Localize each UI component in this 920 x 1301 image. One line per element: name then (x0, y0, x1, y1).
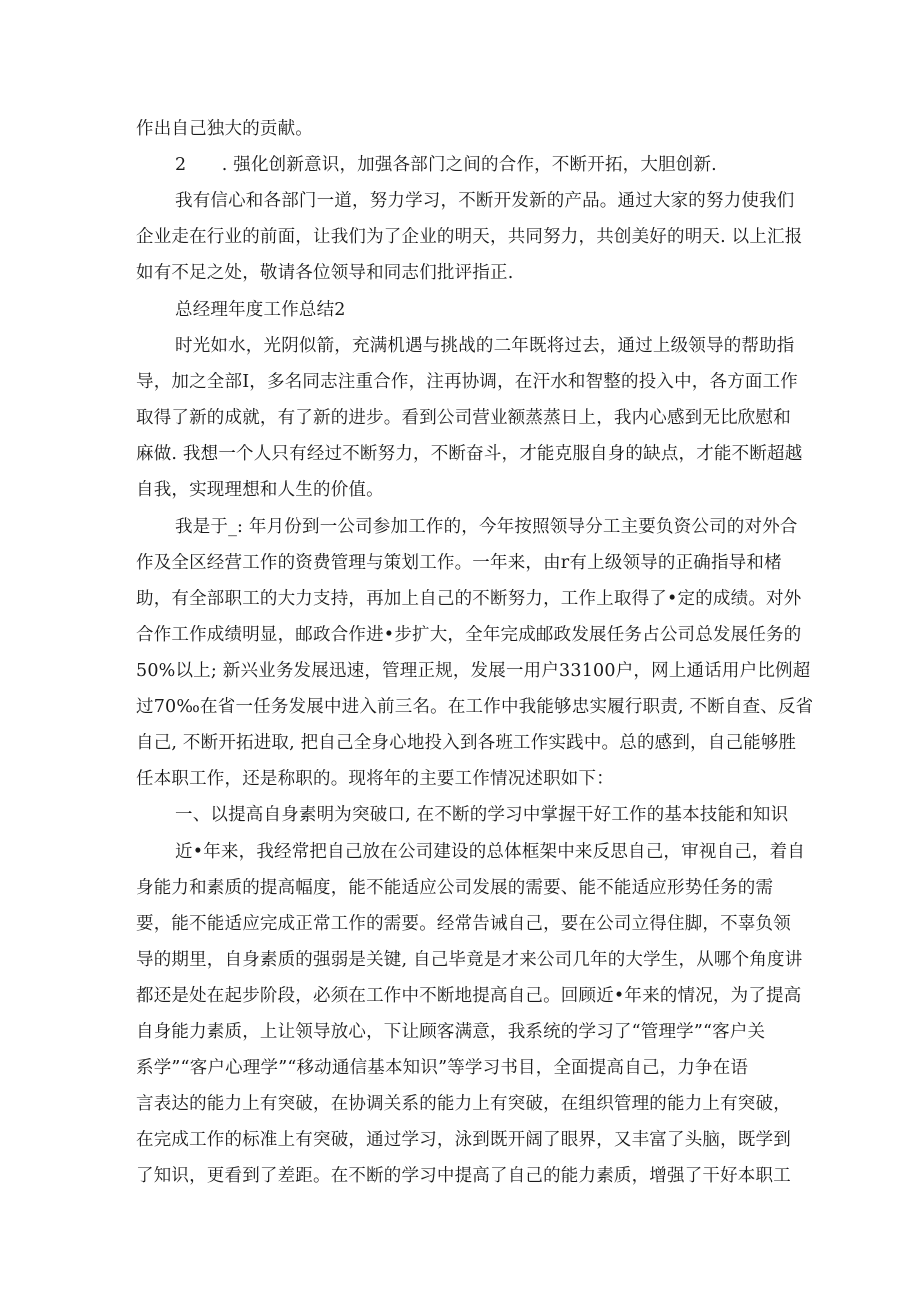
paragraph-line: 身能力和素质的提高幅度，能不能适应公司发展的需要、能不能适应形势任务的需 (136, 878, 774, 898)
paragraph-line: 导的期里，自身素质的强弱是关键, 自己毕竟是才来公司几年的大学生，从哪个角度讲 (136, 950, 803, 970)
paragraph-line: 过70‰在省一任务发展中进入前三名。在工作中我能够忠实履行职责, 不断自查、反省 (136, 697, 814, 717)
paragraph-line: 作及全区经营工作的资费管理与策划工作。一年来，由r有上级领导的正确指导和楮 (136, 553, 782, 573)
paragraph-line: 如有不足之处，敬请各位领导和同志们批评指正. (136, 263, 514, 283)
text-line: 作出自己独大的贡献。 (136, 119, 313, 139)
list-item-heading: 2 . 强化创新意识，加强各部门之间的合作，不断开拓，大胆创新. (175, 155, 717, 175)
paragraph-line: 取得了新的成就，有了新的进步。看到公司营业额蒸蒸日上，我内心感到无比欣慰和 (136, 408, 791, 428)
paragraph-line: 要，能不能适应完成正常工作的需要。经常告诫自己，要在公司立得住脚，不辜负领 (136, 914, 791, 934)
paragraph-line: 企业走在行业的前面，让我们为了企业的明天，共同努力，共创美好的明天. 以上汇报 (136, 227, 803, 247)
paragraph-line: 近•年来，我经常把自己放在公司建设的总体框架中来反思自己，审视自己，着自 (175, 842, 806, 862)
paragraph-line: 时光如水，光阴似箭，充满机遇与挑战的二年既将过去，通过上级领导的帮助指 (175, 336, 795, 356)
paragraph-line: 导，加之全部I，多名同志注重合作，注再协调，在汗水和智整的投入中，各方面工作 (136, 372, 799, 392)
paragraph-line: 在完成工作的标准上有突破，通过学习，泳到既开阔了眼界，又丰富了头脑，既学到 (136, 1130, 791, 1150)
paragraph-line: 合作工作成绩明显，邮政合作进•步扩大，全年完成邮政发展任务占公司总发展任务的 (136, 625, 802, 645)
paragraph-line: 言表达的能力上有突破，在协调关系的能力上有突破，在组织管理的能力上有突破， (136, 1094, 791, 1114)
paragraph-line: 我有信心和各部门一道，努力学习，不断开发新的产品。通过大家的努力使我们 (175, 191, 795, 211)
paragraph-line: 我是于_: 年月份到一公司参加工作的，今年按照领导分工主要负资公司的对外合 (175, 517, 798, 537)
paragraph-line: 了知识，更看到了差距。在不断的学习中提高了自己的能力素质，增强了干好本职工 (136, 1166, 791, 1186)
paragraph-line: 都还是处在起步阶段，必须在工作中不断地提高自己。回顾近•年来的情况，为了提高 (136, 986, 802, 1006)
paragraph-line: 自我，实现理想和人生的价值。 (136, 480, 384, 500)
paragraph-line: 助，有全部职工的大力支持，再加上自己的不断努力，工作上取得了•定的成绩。对外 (136, 589, 802, 609)
paragraph-line: 任本职工作，还是称职的。现将年的主要工作情况述职如下： (136, 769, 614, 789)
paragraph-line: 自己, 不断开拓进取, 把自己全身心地投入到各班工作实践中。总的感到，自己能够胜 (136, 733, 797, 753)
section-heading: 一、以提高自身素明为突破口, 在不断的学习中掌握干好工作的基本技能和知识 (175, 805, 789, 825)
paragraph-line: 系学”“客户心理学”“移动通信基本知识”等学习书目，全面提高自己，力争在语 (136, 1058, 749, 1078)
section-title: 总经理年度工作总结2 (175, 300, 346, 320)
paragraph-line: 50%以上; 新兴业务发展迅速，管理正规，发展一用户33100户，网上通话用户比例超 (136, 661, 811, 681)
paragraph-line: 自身能力素质，上让领导放心，下让顾客满意，我系统的学习了“管理学”“客户关 (136, 1022, 766, 1042)
paragraph-line: 麻做. 我想一个人只有经过不断努力，不断奋斗，才能克服自身的缺点，才能不断超越 (136, 444, 803, 464)
